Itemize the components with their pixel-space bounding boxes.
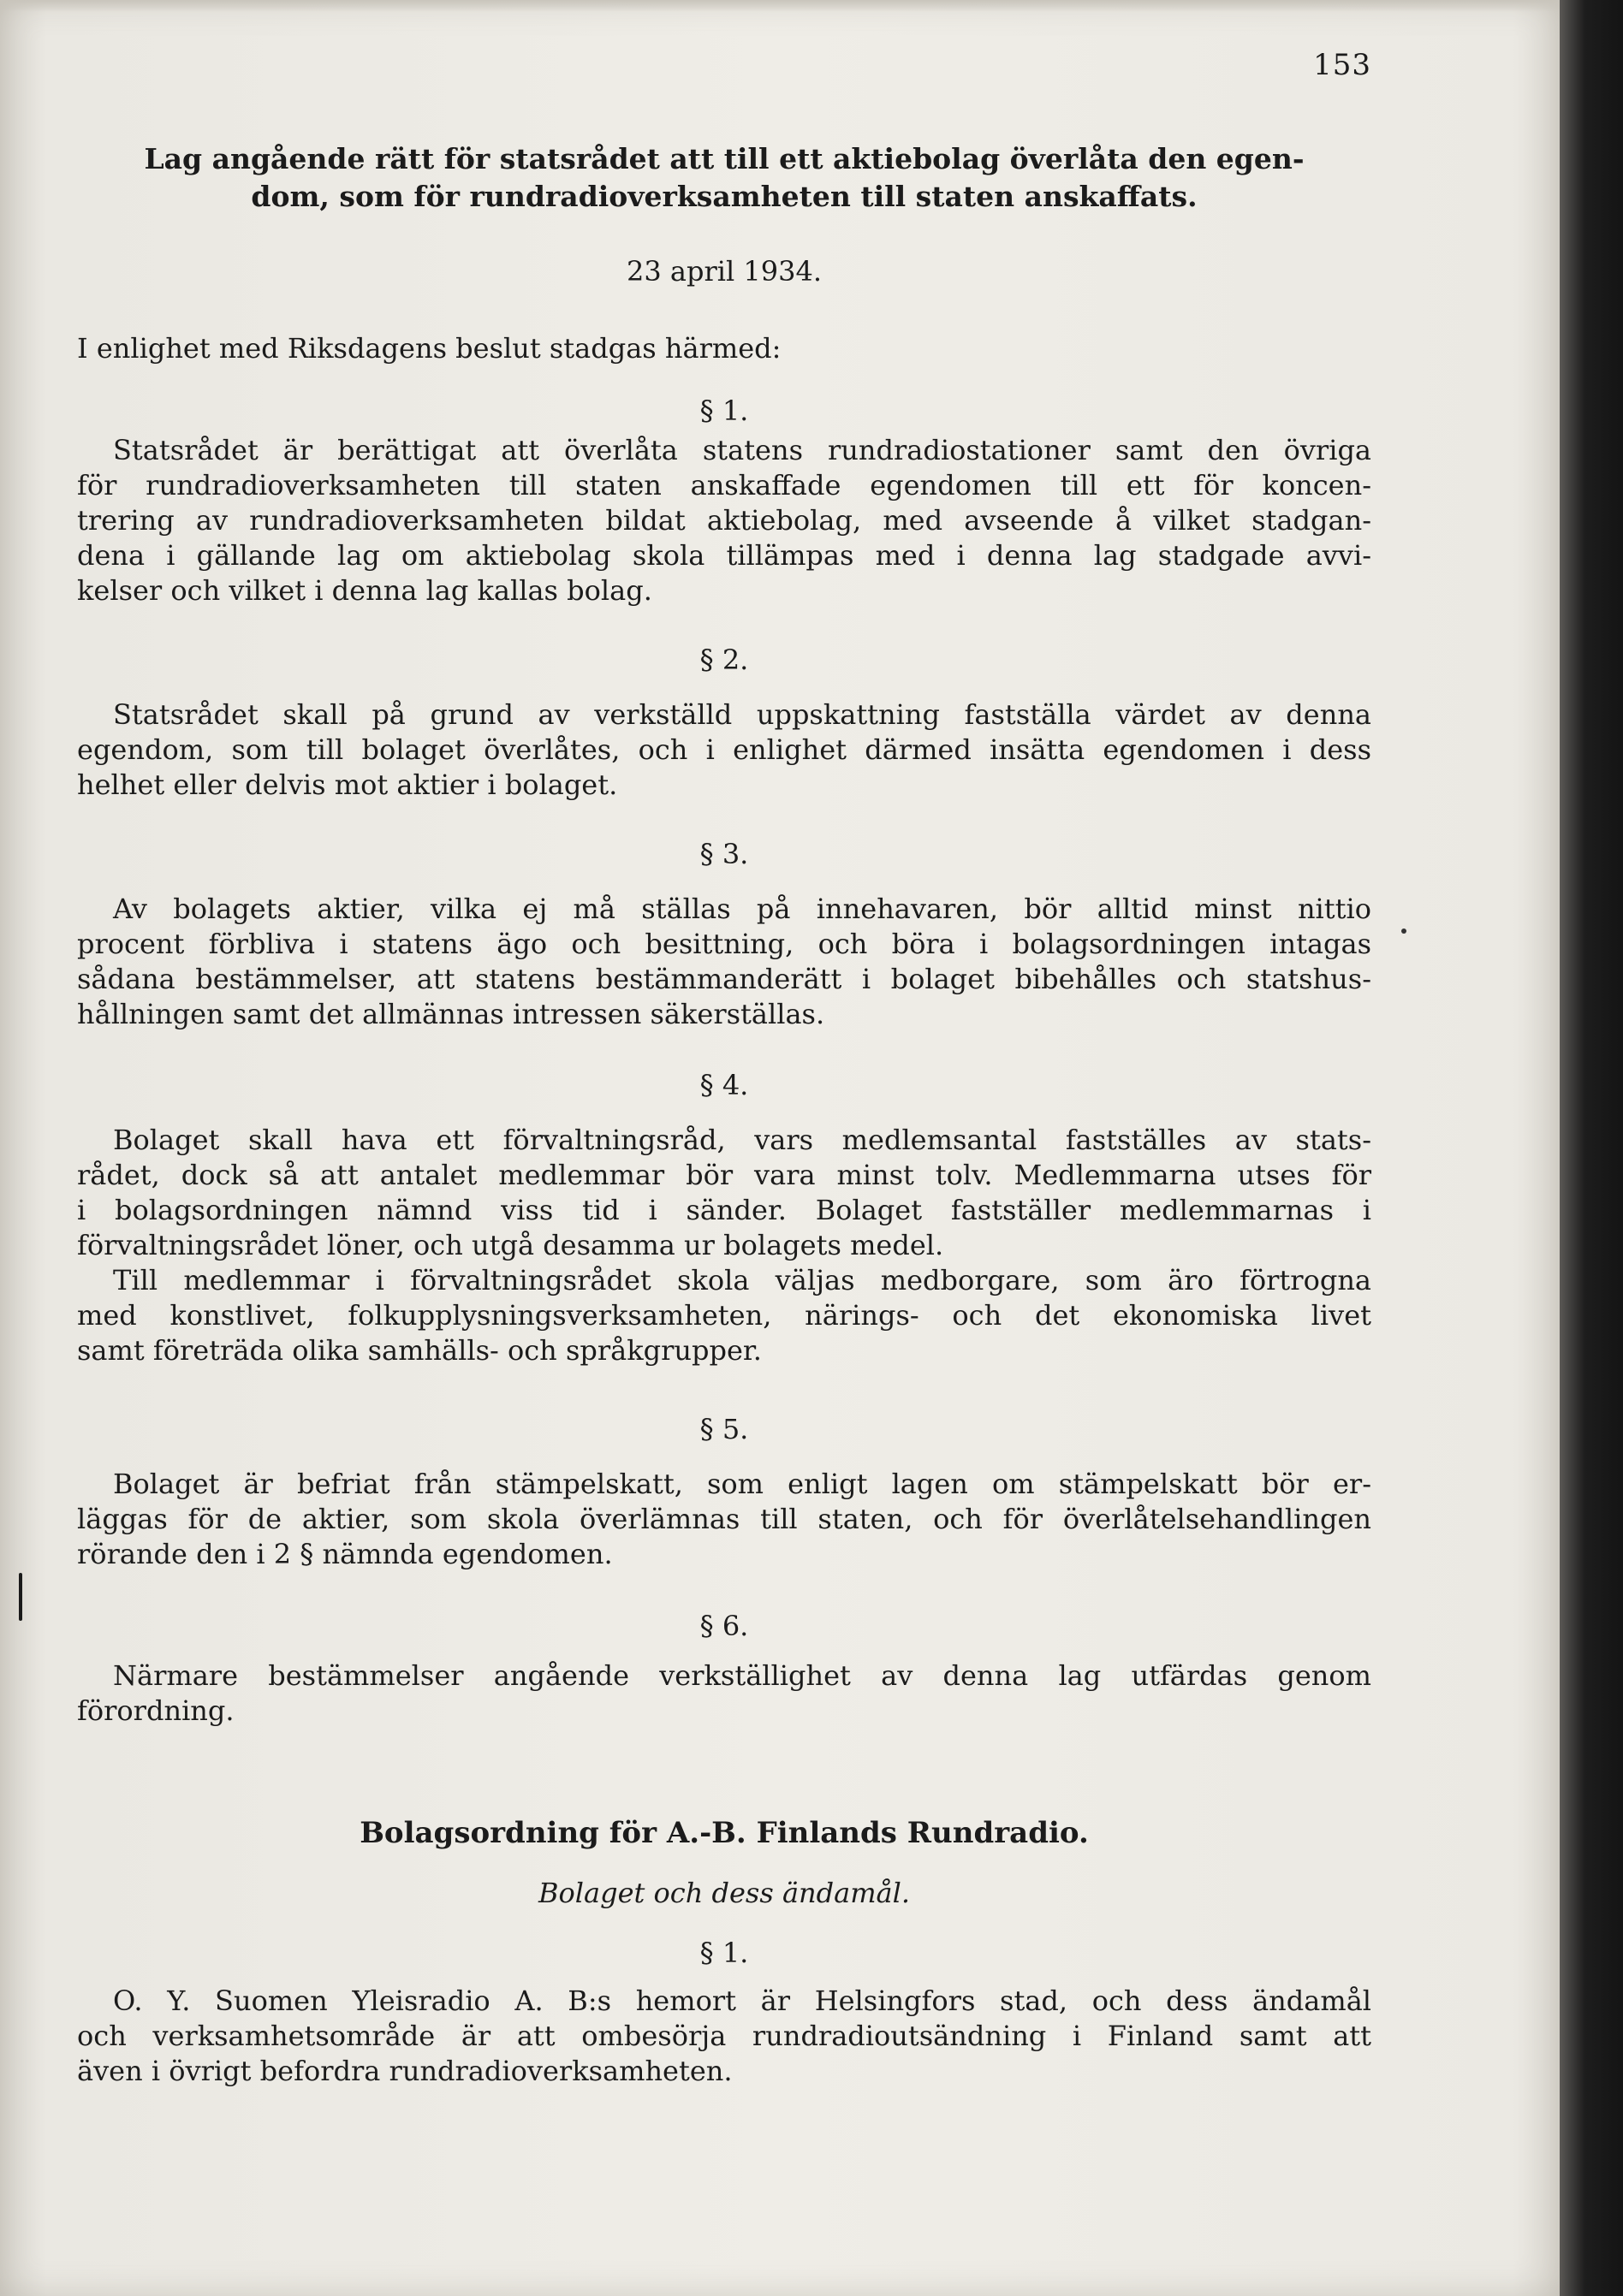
bylaws-title: Bolagsordning för A.-B. Finlands Rundradio. [360,1816,1089,1850]
enactment-clause: I enlighet med Riksdagens beslut stadgas härmed: [77,332,782,365]
text-line: Av bolagets aktier, vilka ej må ställas på innehavaren, bör alltid minst nittio [113,893,1371,925]
section-4-paragraph-2 [77,1263,1371,1368]
text-line: O. Y. Suomen Yleisradio A. B:s hemort är Helsingfors stad, och dess ändamål [113,1985,1371,2017]
section-3-paragraph [77,892,1371,1032]
margin-mark [19,1573,22,1621]
text-line: dena i gällande lag om aktiebolag skola tillämpas med i denna lag stadgade avvi- [77,539,1371,572]
text-line: Närmare bestämmelser angående verkställighet av denna lag utfärdas genom [113,1659,1371,1692]
text-line: procent förbliva i statens ägo och besittning, och böra i bolagsordningen intagas [77,928,1371,960]
section-2-paragraph [77,697,1371,803]
text-line: helhet eller delvis mot aktier i bolaget. [77,768,618,801]
text-line: rörande den i 2 § nämnda egendomen. [77,1538,613,1570]
section-5-paragraph [77,1467,1371,1572]
text-line: hållningen samt det allmännas intressen säkerställas. [77,998,825,1030]
section-1-heading: § 1. [699,395,749,427]
text-line: och verksamhetsområde är att ombesörja rundradioutsändning i Finland samt att [77,2020,1371,2052]
section-5-heading: § 5. [699,1413,749,1445]
text-line: i bolagsordningen nämnd viss tid i sänder. Bolaget fastställer medlemmarnas i [77,1194,1371,1226]
text-line: Bolaget är befriat från stämpelskatt, som enligt lagen om stämpelskatt bör er- [113,1468,1371,1500]
law-title [77,140,1371,216]
section-6-heading: § 6. [699,1610,749,1642]
law-date: 23 april 1934. [627,255,822,288]
text-line: förordning. [77,1694,235,1727]
section-2-heading: § 2. [699,644,749,676]
text-line: läggas för de aktier, som skola överlämnas till staten, och för överlåtelsehandlingen [77,1503,1371,1535]
text-line: Till medlemmar i förvaltningsrådet skola väljas medborgare, som äro förtrogna [113,1264,1371,1296]
section-4-heading: § 4. [699,1069,749,1101]
bylaws-section-1-paragraph [77,1984,1371,2089]
text-line: förvaltningsrådet löner, och utgå desamma ur bolagets medel. [77,1229,944,1261]
law-title-line: Lag angående rätt för statsrådet att till ett aktiebolag överlåta den egen- [144,142,1305,175]
law-title-line: dom, som för rundradioverksamheten till staten anskaffats. [251,180,1198,213]
scanner-edge [1560,0,1623,2296]
text-line: egendom, som till bolaget överlåtes, och i enlighet därmed insätta egendomen i dess [77,733,1371,766]
page-top-shadow [0,0,1560,12]
text-line: med konstlivet, folkupplysningsverksamheten, närings- och det ekonomiska livet [77,1299,1371,1332]
text-line: kelser och vilket i denna lag kallas bolag. [77,574,652,607]
section-6-paragraph [77,1658,1371,1729]
text-line: även i övrigt befordra rundradioverksamheten. [77,2055,733,2087]
text-line: Statsrådet skall på grund av verkställd uppskattning fastställa värdet av denna [113,698,1371,731]
text-line: trering av rundradioverksamheten bildat aktiebolag, med avseende å vilket stadgan- [77,504,1371,537]
bylaws-section-1-heading: § 1. [699,1937,749,1969]
text-line: rådet, dock så att antalet medlemmar bör vara minst tolv. Medlemmarna utses för [77,1159,1371,1191]
margin-dot [1401,928,1406,934]
section-4-paragraph-1 [77,1123,1371,1263]
section-3-heading: § 3. [699,838,749,870]
text-line: Statsrådet är berättigat att överlåta statens rundradiostationer samt den övriga [113,434,1371,466]
text-line: Bolaget skall hava ett förvaltningsråd, vars medlemsantal fastställes av stats- [113,1124,1371,1156]
bylaws-subtitle: Bolaget och dess ändamål. [538,1877,911,1909]
text-line: samt företräda olika samhälls- och språkgrupper. [77,1334,762,1367]
section-1-paragraph [77,433,1371,608]
text-line: för rundradioverksamheten till staten anskaffade egendomen till ett för koncen- [77,469,1371,501]
text-line: sådana bestämmelser, att statens bestämmanderätt i bolaget bibehålles och statshus- [77,963,1371,995]
page-number: 153 [1313,48,1371,82]
